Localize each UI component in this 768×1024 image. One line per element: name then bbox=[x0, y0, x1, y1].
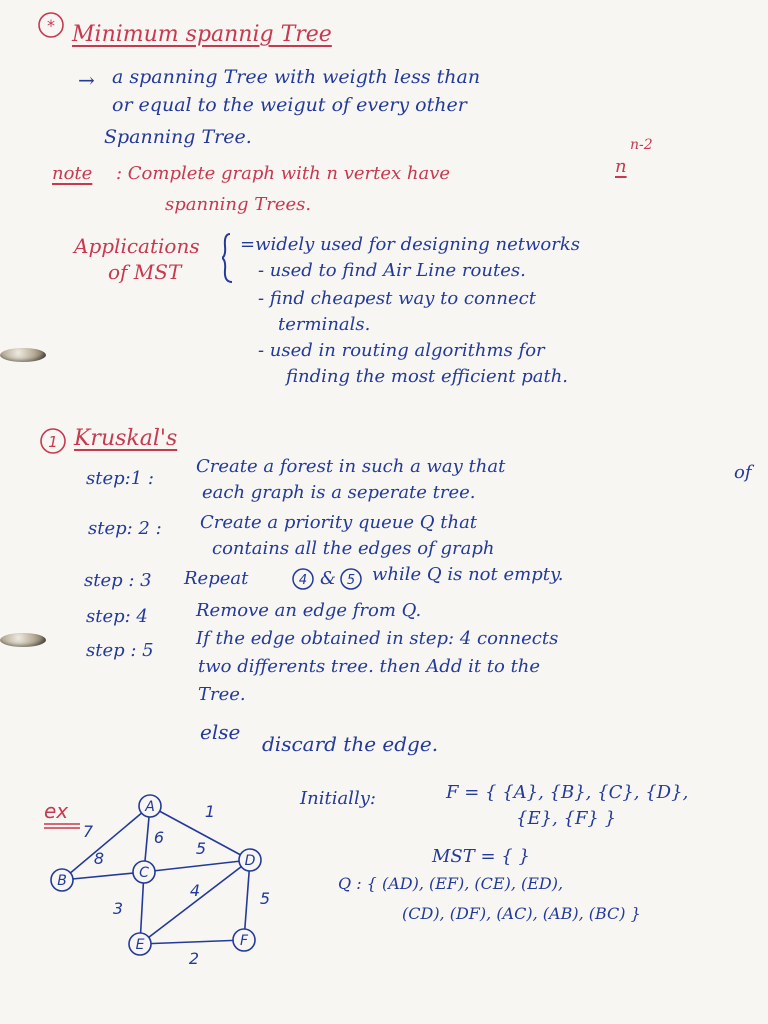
step5-line-1: If the edge obtained in step: 4 connects bbox=[196, 628, 559, 649]
graph-node-label-D: D bbox=[244, 853, 256, 869]
graph-edge-CD bbox=[144, 860, 250, 872]
graph-node-label-C: C bbox=[139, 865, 149, 881]
application-item-3: - find cheapest way to connect bbox=[258, 288, 536, 309]
initially-label: Initially: bbox=[300, 788, 376, 809]
definition-line-3: Spanning Tree. bbox=[104, 126, 252, 148]
example-label: ex bbox=[44, 799, 69, 823]
queue-line-1: Q : { (AD), (EF), (CE), (ED), bbox=[338, 874, 564, 893]
note-label: note bbox=[52, 163, 93, 184]
definition-arrow: → bbox=[78, 68, 95, 92]
queue-line-2: (CD), (DF), (AC), (AB), (BC) } bbox=[402, 904, 641, 923]
asterisk-bullet-icon bbox=[36, 10, 66, 40]
binder-ring-top bbox=[0, 348, 46, 362]
graph-edge-weight-AC: 6 bbox=[153, 828, 165, 847]
step4-label: step: 4 bbox=[86, 606, 148, 627]
step2-label: step: 2 : bbox=[88, 518, 162, 539]
graph-edge-weight-AB: 7 bbox=[82, 822, 94, 841]
graph-node-label-F: F bbox=[239, 933, 249, 949]
graph-edge-weight-DF: 5 bbox=[259, 889, 271, 908]
note-exponent-base: n bbox=[615, 156, 627, 177]
margin-note: of bbox=[734, 462, 752, 483]
definition-line-1: a spanning Tree with weigth less than bbox=[112, 66, 481, 88]
section-number: 1 bbox=[48, 433, 58, 451]
graph-node-label-E: E bbox=[135, 937, 145, 953]
step5-line-3: Tree. bbox=[198, 684, 246, 705]
else-text: discard the edge. bbox=[262, 732, 439, 756]
page-title: Minimum spannig Tree bbox=[72, 22, 332, 47]
graph-edge-weight-BC: 8 bbox=[93, 849, 105, 868]
graph-edge-weight-ED: 4 bbox=[189, 881, 201, 900]
graph-edge-ED bbox=[140, 860, 250, 944]
definition-line-2: or equal to the weigut of every other bbox=[112, 94, 467, 116]
note-exponent: n-2 bbox=[630, 137, 653, 153]
step1-label: step:1 : bbox=[86, 468, 154, 489]
graph-edge-weight-EF: 2 bbox=[188, 949, 200, 968]
kruskal-title: Kruskal's bbox=[74, 426, 178, 451]
applications-title-line-1: Applications bbox=[74, 234, 200, 258]
binder-ring-bottom bbox=[0, 633, 46, 647]
step2-line-2: contains all the edges of graph bbox=[212, 538, 495, 559]
step3-circle-number-1: 4 bbox=[298, 573, 308, 588]
application-item-1: =widely used for designing networks bbox=[240, 234, 580, 255]
else-word: else bbox=[200, 720, 241, 744]
forest-line-2: {E}, {F} } bbox=[516, 808, 617, 829]
step1-line-1: Create a forest in such a way that bbox=[196, 456, 506, 477]
step2-line-1: Create a priority queue Q that bbox=[200, 512, 478, 533]
step5-ref-circle-icon bbox=[338, 566, 364, 592]
graph-edge-BC bbox=[62, 872, 144, 880]
step3-text: Repeat bbox=[184, 568, 249, 589]
step3-ampersand: & bbox=[320, 568, 337, 589]
applications-title-line-2: of MST bbox=[108, 260, 182, 284]
application-item-6: finding the most efficient path. bbox=[286, 366, 569, 387]
step1-line-2: each graph is a seperate tree. bbox=[202, 482, 476, 503]
graph-edge-weight-CE: 3 bbox=[112, 899, 124, 918]
example-graph bbox=[40, 788, 280, 978]
step5-label: step : 5 bbox=[86, 640, 154, 661]
forest-line-1: F = { {A}, {B}, {C}, {D}, bbox=[446, 782, 689, 803]
graph-node-label-A: A bbox=[145, 799, 155, 815]
application-item-4: terminals. bbox=[278, 314, 371, 335]
section-number-circle-icon bbox=[38, 426, 68, 456]
graph-edge-weight-AD: 1 bbox=[204, 802, 216, 821]
step5-line-2: two differents tree. then Add it to the bbox=[198, 656, 541, 677]
graph-node-label-B: B bbox=[57, 873, 67, 889]
note-line-2: spanning Trees. bbox=[165, 194, 312, 215]
step4-text: Remove an edge from Q. bbox=[196, 600, 422, 621]
mst-line: MST = { } bbox=[432, 846, 530, 867]
application-item-5: - used in routing algorithms for bbox=[258, 340, 545, 361]
note-line-1: : Complete graph with n vertex have bbox=[116, 163, 451, 184]
step4-ref-circle-icon bbox=[290, 566, 316, 592]
graph-edge-EF bbox=[140, 940, 244, 944]
step3-tail: while Q is not empty. bbox=[372, 564, 564, 585]
asterisk-mark: * bbox=[47, 16, 55, 35]
graph-edge-weight-CD: 5 bbox=[195, 839, 207, 858]
application-item-2: - used to find Air Line routes. bbox=[258, 260, 526, 281]
step3-label: step : 3 bbox=[84, 570, 152, 591]
step3-circle-number-2: 5 bbox=[346, 573, 356, 588]
graph-edge-DF bbox=[244, 860, 250, 940]
